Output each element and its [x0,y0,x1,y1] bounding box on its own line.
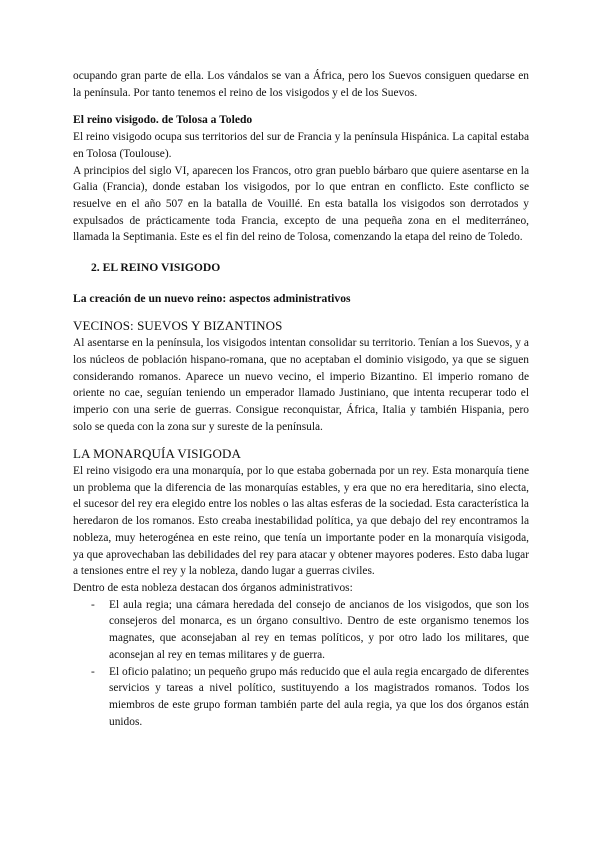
organos-list [73,597,529,731]
vecinos-paragraph: Al asentarse en la península, los visigodos intentan consolidar su territorio. Tenían a los Suevos, y a los núcleos de población hispano-romana, que no aceptaban el dominio visigodo, ya que se siguen considerando romanos. Aparece un nuevo vecino, el imperio Bizantino. El imperio romano de oriente no cae, seguían teniendo un emperador llamado Justiniano, que intenta recuperar todo el imperio con una serie de guerras. Consigue reconquistar, África, Italia y también Hispania, pero solo se queda con la zona sur y sureste de la península. [73,337,529,433]
heading-vecinos: VECINOS: SUEVOS Y BIZANTINOS [73,318,283,334]
heading-creacion-reino: La creación de un nuevo reino: aspectos administrativos [73,291,351,305]
page-content [73,68,529,730]
list-item [73,664,529,731]
organos-intro: Dentro de esta nobleza destacan dos órganos administrativos: [73,581,353,594]
dash-bullet: - [91,598,95,611]
section-heading-reino-visigodo: 2. EL REINO VISIGODO [91,261,221,275]
list-item [73,597,529,664]
list-item-text: El aula regia; una cámara heredada del consejo de ancianos de los visigodos, que son los consejeros del monarca, es un órgano consultivo. Dentro de este organismo tenemos los magnates, que aconsejaban al rey en temas políticos, y por otro lado los militares, que aconsejan al rey en temas militares y de guerra. [109,598,529,661]
heading-monarquia: LA MONARQUÍA VISIGODA [73,446,241,462]
tolosa-paragraph-2: A principios del siglo VI, aparecen los Francos, otro gran pueblo bárbaro que quiere asentarse en la Galia (Francia), donde estaban los visigodos, por lo que entran en conflicto. Este conflicto se resuelve en el año 507 en la batalla de Vouillé. En esta batalla los visigodos son derrotados y expulsados de prácticamente toda Francia, excepto de una pequeña zona en el mediterráneo, llamada la Septimania. Este es el fin del reino de Tolosa, comenzando la etapa del reino de Toledo. [73,164,529,244]
intro-paragraph: ocupando gran parte de ella. Los vándalos se van a África, pero los Suevos consiguen quedarse en la península. Por tanto tenemos el reino de los visigodos y el de los Suevos. [73,70,529,99]
monarquia-paragraph: El reino visigodo era una monarquía, por lo que estaba gobernada por un rey. Esta monarquía tiene un problema que la diferencia de las monarquías estables, y era que no era hereditaria, sino electa, el sucesor del rey era elegido entre los nobles o las altas esferas de la sociedad. Esta característica la heredaron de los romanos. Esto creaba inestabilidad política, ya que debajo del rey encontramos la nobleza, muy heterogénea en este reino, que tenía un importante poder en la monarquía visigoda, ya que aprovechaban las debilidades del rey para atacar y obtener mayores poderes. Esto daba lugar a tensiones entre el rey y la nobleza, dando lugar a guerras civiles. [73,465,529,578]
dash-bullet: - [91,665,95,678]
tolosa-paragraph-1: El reino visigodo ocupa sus territorios del sur de Francia y la península Hispánica. La capital estaba en Tolosa (Toulouse). [73,131,529,160]
heading-reino-tolosa: El reino visigodo. de Tolosa a Toledo [73,113,253,127]
list-item-text: El oficio palatino; un pequeño grupo más reducido que el aula regia encargado de diferentes servicios y tareas a nivel político, sustituyendo a los magistrados romanos. Todos los miembros de este grupo forman también parte del aula regia, ya que los dos órganos están unidos. [109,665,529,728]
